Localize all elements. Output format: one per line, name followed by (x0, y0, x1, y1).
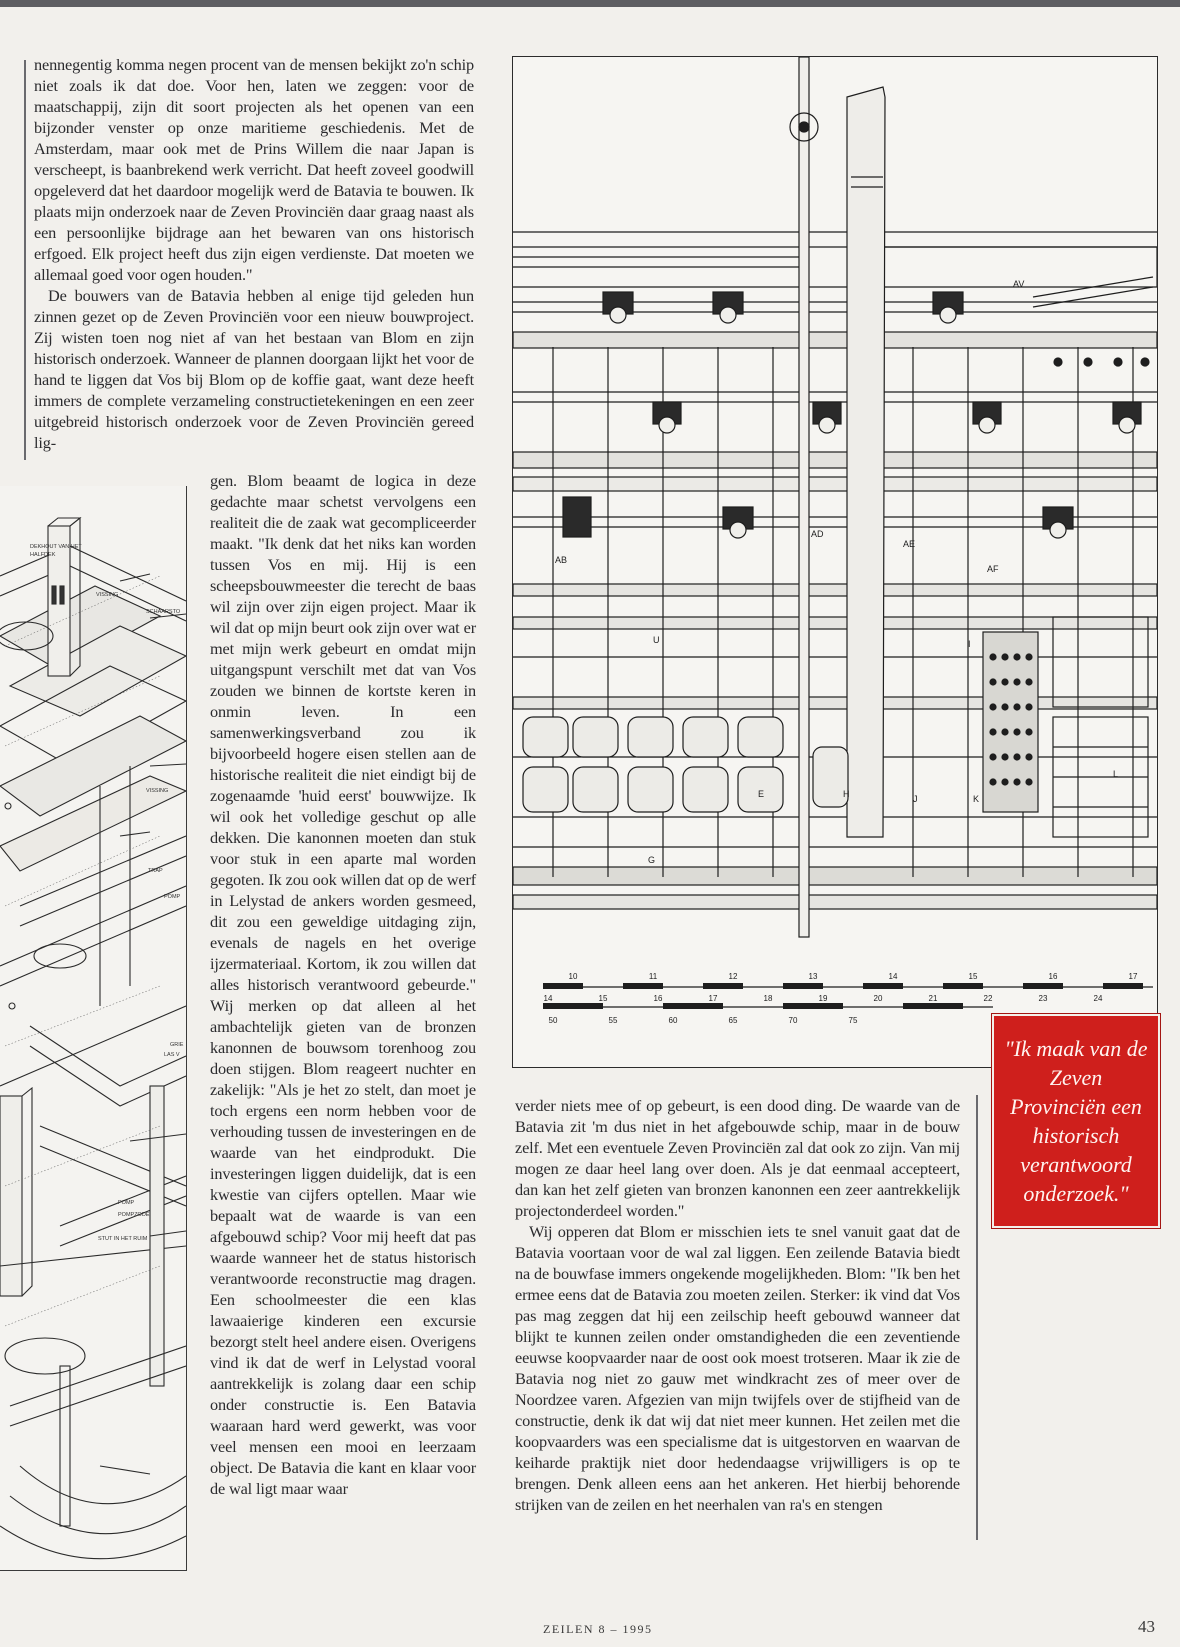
ship-label-j: J (913, 794, 918, 804)
article-paragraph: nennegentig komma negen procent van de mensen bekijkt zo'n schip niet zoals ik dat doe. Voor hen, laten we zeggen: voor de maatschappij, zijn dit soort projecten als het openen van een bijzonder venster op onze maritieme geschiedenis. Met de Amsterdam, maar ook met de Prins Willem die naar Japan is verscheept, is baanbrekend werk verricht. Dat heeft zoveel goodwill opgeleverd dat het daardoor mogelijk werd de Batavia te bouwen. Ik plaats mijn onderzoek naar de Zeven Provinciën daar graag naast als een persoonlijke bijdrage aan het bewaren van ons historisch erfgoed. Elk project heeft dus zijn eigen verdienste. Dat moeten we allemaal goed voor ogen houden." (34, 55, 474, 284)
ship-drawing-svg (513, 57, 1157, 1067)
scale-tick: 50 (548, 1016, 558, 1025)
scale-tick: 21 (928, 994, 938, 1003)
scale-tick: 15 (598, 994, 608, 1003)
ship-label-k: K (973, 794, 980, 804)
article-column-3 (515, 1095, 960, 1515)
scale-tick: 20 (873, 994, 883, 1003)
ship-elevation-drawing (512, 56, 1158, 1068)
scale-tick: 17 (1128, 972, 1138, 981)
scale-tick: 10 (568, 972, 578, 981)
iso-label-dekhout: DEKHOUT VAN HET (30, 544, 82, 550)
column-rule (976, 1095, 978, 1540)
ship-label-ad: AD (811, 529, 824, 539)
iso-label-grie: GRIE (170, 1042, 184, 1048)
scale-tick: 55 (608, 1016, 618, 1025)
article-paragraph: De bouwers van de Batavia hebben al enige tijd geleden hun zinnen gezet op de Zeven Provinciën voor een nieuw bouwproject. Zij wisten toen nog niet af van het bestaan van Blom en zijn historisch onderzoek. Wanneer de plannen doorgaan lijkt het voor de hand te liggen dat Vos bij Blom op de koffie gaat, want deze heeft immers de complete verzameling constructietekeningen en een zeer uitgebreid historisch onderzoek voor de Zeven Provinciën gereed lig- (34, 286, 474, 452)
ship-label-ab: AB (555, 555, 568, 565)
ship-label-h: H (843, 789, 850, 799)
iso-label-pomp: POMP (164, 894, 181, 900)
scale-tick: 14 (543, 994, 553, 1003)
isometric-construction-drawing (0, 486, 187, 1571)
ship-label-i: I (968, 639, 971, 649)
scale-tick: 16 (1048, 972, 1058, 981)
scale-tick: 18 (763, 994, 773, 1003)
iso-label-vissing-2: VISSING (146, 788, 169, 794)
iso-label-pomp-2: POMP (118, 1200, 135, 1206)
pull-quote-box (992, 1014, 1160, 1228)
ship-label-g: G (648, 855, 656, 865)
scale-tick: 16 (653, 994, 663, 1003)
scale-tick: 60 (668, 1016, 678, 1025)
scale-tick: 75 (848, 1016, 858, 1025)
scale-tick: 19 (818, 994, 828, 1003)
iso-label-schaarstok: SCHAARSTO (146, 609, 181, 615)
scale-tick: 12 (728, 972, 738, 981)
ship-label-l: L (1113, 769, 1119, 779)
iso-label-vissing: VISSING (96, 592, 119, 598)
article-paragraph: Wij opperen dat Blom er misschien iets te snel vanuit gaat dat de Batavia voortaan voor de wal zal liggen. Een zeilende Batavia biedt na de bouwfase immers ongekende mogelijkheden. Blom: "Ik ben het ermee eens dat de Batavia zou moeten zeilen. Sterker: ik vind dat Vos pas mag zeggen dat hij een zeilschip heeft gebouwd wanneer dat blijkt te kunnen zeilen onder omstandigheden die een zeventiende eeuwse koopvaarder naar de oost ook moest trotseren. Maar ik zie de Batavia nog niet zo gauw met windkracht zes of meer over de Noordzee varen. Afgezien van mijn twijfels over de stijfheid van de constructie, denk ik dat wij dat niet meer kunnen. Het zeilen met die koopvaarders was een specialisme dat is uitgestorven en waarvan de keiharde praktijk niet door hedendaagse vrijwilligers is op te brengen. Denk alleen eens aan het ankeren. Het hierbij behorende strijken van de zeilen en het neerhalen van ra's en stengen (515, 1222, 960, 1514)
ship-label-e: E (758, 789, 765, 799)
iso-label-stut: STUT IN HET RUIM (98, 1236, 148, 1242)
ship-label-ae: AE (903, 539, 916, 549)
scale-tick: 11 (648, 972, 658, 981)
scale-tick: 70 (788, 1016, 798, 1025)
scale-tick: 17 (708, 994, 718, 1003)
top-edge-bar (0, 0, 1180, 7)
iso-label-trap: TRAP (148, 868, 163, 874)
iso-label-halfdek: HALFDEK (30, 552, 56, 558)
scale-tick: 65 (728, 1016, 738, 1025)
isometric-drawing-svg (0, 486, 186, 1570)
iso-label-las: LAS V (164, 1052, 180, 1058)
scale-tick: 14 (888, 972, 898, 981)
scale-tick: 23 (1038, 994, 1048, 1003)
scale-tick: 15 (968, 972, 978, 981)
iso-label-pompzode: POMPZODE (118, 1212, 150, 1218)
scale-tick: 13 (808, 972, 818, 981)
ship-label-af: AF (987, 564, 999, 574)
article-column-1 (34, 54, 474, 453)
scale-tick: 24 (1093, 994, 1103, 1003)
scale-tick: 22 (983, 994, 993, 1003)
page-number: 43 (1138, 1617, 1155, 1636)
column-rule (24, 60, 26, 460)
footer-magazine-issue: ZEILEN 8 – 1995 (543, 1622, 653, 1636)
ship-label-u: U (653, 635, 660, 645)
article-column-1-wrap (210, 470, 476, 1499)
article-paragraph: gen. Blom beaamt de logica in deze gedachte maar schetst vervolgens een realiteit die de zaak wat gecompliceerder maakt. "Ik denk dat het niks kan worden tussen Vos en mij. Hij is een scheepsbouwmeester die terecht de baas wil zijn over zijn eigen project. Maar ik wil dat op mijn beurt ook zijn over wat er met mijn werk gebeurt en omdat mijn uitgangspunt verschilt met dat van Vos zouden we binnen de kortste keren in onmin leven. In een samenwerkingsverband zou ik bijvoorbeeld hogere eisen stellen aan de historische realiteit die niet eindigt bij de zogenaamde 'huid eerst' bouwwijze. Ik wil ook het volledige geschut op alle dekken. Die kanonnen moeten dan stuk voor stuk in een aparte mal worden gegoten. Ik zou ook willen dat op de werf in Lelystad de ankers worden gesmeed, dit zou een geweldige uitdaging zijn, evenals de nagels en het overige ijzermateriaal. Kortom, ik zou willen dat alles historisch verantwoord gebeurde." Wij merken op dat alleen al het ambachtelijk gieten van de bronzen kanonnen de bouwsom torenhoog zou doen stijgen. Blom reageert nuchter en zakelijk: "Als je het zo stelt, dan moet je toch ergens een norm hebben voor de verhouding tussen de investeringen en de waarde van het eindprodukt. Die investeringen liggen duidelijk, dat is een kwestie van cijfers optellen. Maar wie bepaalt wat de waarde is van een afgebouwd schip? Voor mij heeft dat pas waarde wanneer het de status historisch verantwoorde reconstructie mag dragen. Een schoolmeester die een klas lawaaierige kinderen een excursie bezorgt stelt heel andere eisen. Overigens vind ik dat de werf in Lelystad vooral aantrekkelijk is zolang daar een schip onder constructie is. Een Batavia waaraan hard werd gewerkt, was voor veel mensen een mooi en leerzaam object. De Batavia die kant en klaar voor de wal ligt maar waar (210, 471, 476, 1498)
pull-quote-text: "Ik maak van de Zeven Provinciën een historisch verantwoord onderzoek." (1004, 1036, 1148, 1206)
ship-label-av: AV (1013, 279, 1025, 289)
article-paragraph: verder niets mee of op gebeurt, is een dood ding. De waarde van de Batavia zit 'm dus niet in het afgebouwde schip, maar in de bouw zelf. Met een eventuele Zeven Provinciën zal dat ook zo zijn. Van mij mogen ze daar heel lang over doen. Als je dat eenmaal accepteert, dan kan het zelf gieten van bronzen kanonnen een zeer aantrekkelijk projectonderdeel worden." (515, 1096, 960, 1220)
